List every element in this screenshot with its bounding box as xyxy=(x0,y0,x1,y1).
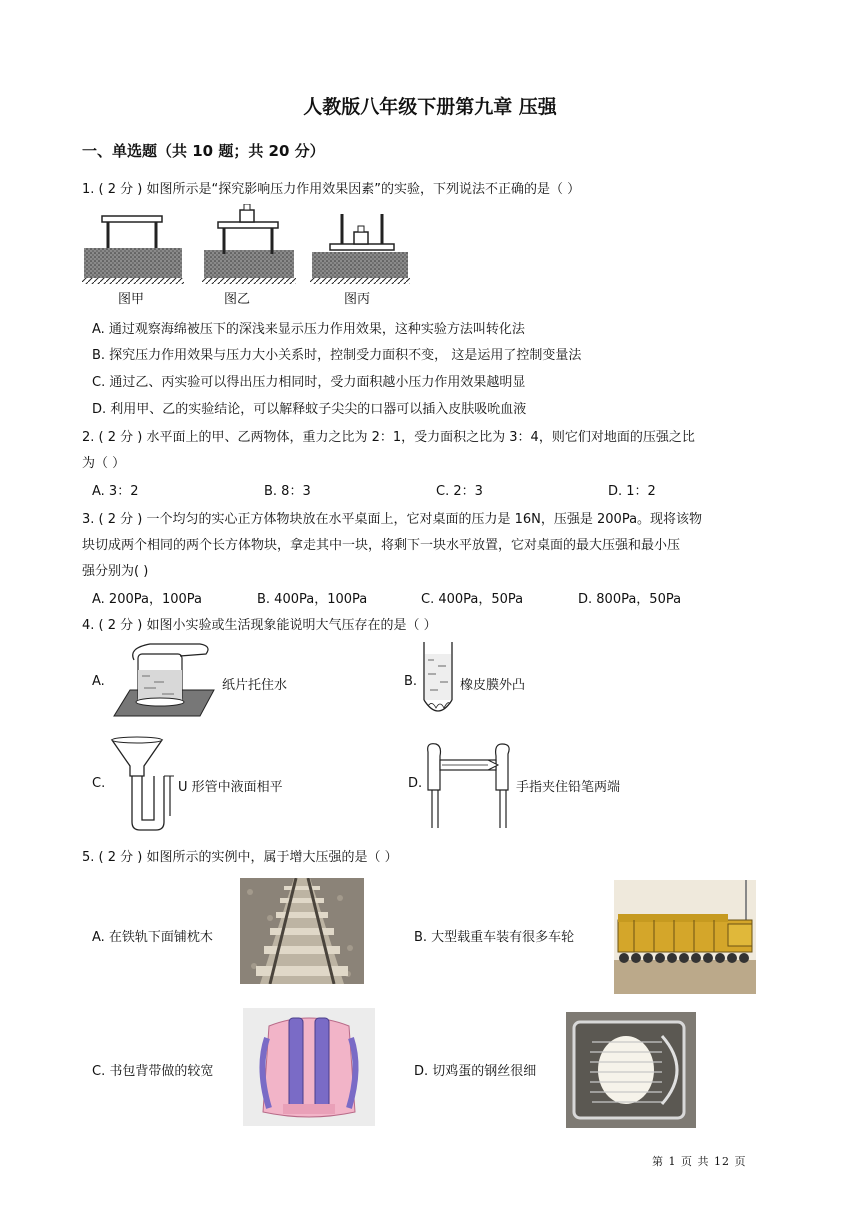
q1-option-c: C. 通过乙、丙实验可以得出压力相同时，受力面积越小压力作用效果越明显 xyxy=(92,375,526,390)
question-3-stem-line3: 强分别为( ) xyxy=(82,564,149,579)
q2-option-b: B. 8：3 xyxy=(264,484,311,499)
question-4-stem: 4. ( 2 分 ) 如图小实验或生活现象能说明大气压存在的是（ ） xyxy=(82,618,437,633)
figure-yi xyxy=(202,204,296,284)
question-2-stem-line2: 为（ ） xyxy=(82,456,126,471)
q4-option-b-letter: B. xyxy=(404,674,418,689)
q2-option-a: A. 3：2 xyxy=(92,484,139,499)
figure-jia xyxy=(82,216,184,284)
question-2-stem-line1: 2. ( 2 分 ) 水平面上的甲、乙两物体，重力之比为 2：1，受力面积之比为 3：4，则它们对地面的压强之比 xyxy=(82,430,695,445)
q4-option-a-letter: A. xyxy=(92,674,105,689)
q4-option-c-text: U 形管中液面相平 xyxy=(178,780,283,795)
q4-option-b-text: 橡皮膜外凸 xyxy=(460,678,526,693)
q4-option-d-image xyxy=(422,740,514,832)
q2-option-d: D. 1：2 xyxy=(608,484,656,499)
q3-option-d: D. 800Pa，50Pa xyxy=(578,592,682,607)
fig-label-bing: 图丙 xyxy=(344,292,371,307)
page-title: 人教版八年级下册第九章 压强 xyxy=(303,96,557,118)
fig-label-yi: 图乙 xyxy=(224,292,251,307)
question-3-stem-line1: 3. ( 2 分 ) 一个均匀的实心正方体物块放在水平桌面上，它对桌面的压力是 16N，压强是 200Pa。现将该物 xyxy=(82,512,703,527)
question-1-stem: 1. ( 2 分 ) 如图所示是“探究影响压力作用效果因素”的实验，下列说法不正确的是（ ） xyxy=(82,182,581,197)
q4-option-c-letter: C. xyxy=(92,776,106,791)
q3-option-c: C. 400Pa，50Pa xyxy=(421,592,524,607)
figure-bing xyxy=(310,214,410,284)
q4-option-a-image xyxy=(110,640,220,720)
question-3-stem-line2: 块切成两个相同的两个长方体物块，拿走其中一块，将剩下一块水平放置，它对桌面的最大压强和最小压 xyxy=(82,538,681,553)
q2-option-c: C. 2：3 xyxy=(436,484,483,499)
q5-option-c-backpack-photo xyxy=(243,1008,375,1126)
q5-option-a-railway-photo xyxy=(240,878,364,984)
q3-option-b: B. 400Pa，100Pa xyxy=(257,592,368,607)
q1-option-a: A. 通过观察海绵被压下的深浅来显示压力作用效果，这种实验方法叫转化法 xyxy=(92,322,525,337)
q4-option-a-text: 纸片托住水 xyxy=(222,678,288,693)
q4-option-c-image xyxy=(108,736,180,834)
q4-option-d-letter: D. xyxy=(408,776,423,791)
q3-option-a: A. 200Pa，100Pa xyxy=(92,592,202,607)
q1-option-d: D. 利用甲、乙的实验结论，可以解释蚊子尖尖的口器可以插入皮肤吸吮血液 xyxy=(92,402,527,417)
q5-option-d: D. 切鸡蛋的钢丝很细 xyxy=(414,1064,537,1079)
q5-option-b-truck-photo xyxy=(614,880,756,994)
q4-option-d-text: 手指夹住铅笔两端 xyxy=(516,780,621,795)
page-footer: 第 1 页 共 12 页 xyxy=(652,1155,747,1168)
q5-option-c: C. 书包背带做的较宽 xyxy=(92,1064,214,1079)
q5-option-a: A. 在铁轨下面铺枕木 xyxy=(92,930,213,945)
q4-option-b-image xyxy=(418,640,458,722)
q5-option-b: B. 大型载重车装有很多车轮 xyxy=(414,930,575,945)
q1-option-b: B. 探究压力作用效果与压力大小关系时，控制受力面积不变， 这是运用了控制变量法 xyxy=(92,348,582,363)
question-5-stem: 5. ( 2 分 ) 如图所示的实例中，属于增大压强的是（ ） xyxy=(82,850,398,865)
section-heading: 一、单选题（共 10 题；共 20 分） xyxy=(82,142,325,160)
fig-label-jia: 图甲 xyxy=(118,292,145,307)
q5-option-d-egg-slicer-photo xyxy=(566,1012,696,1128)
